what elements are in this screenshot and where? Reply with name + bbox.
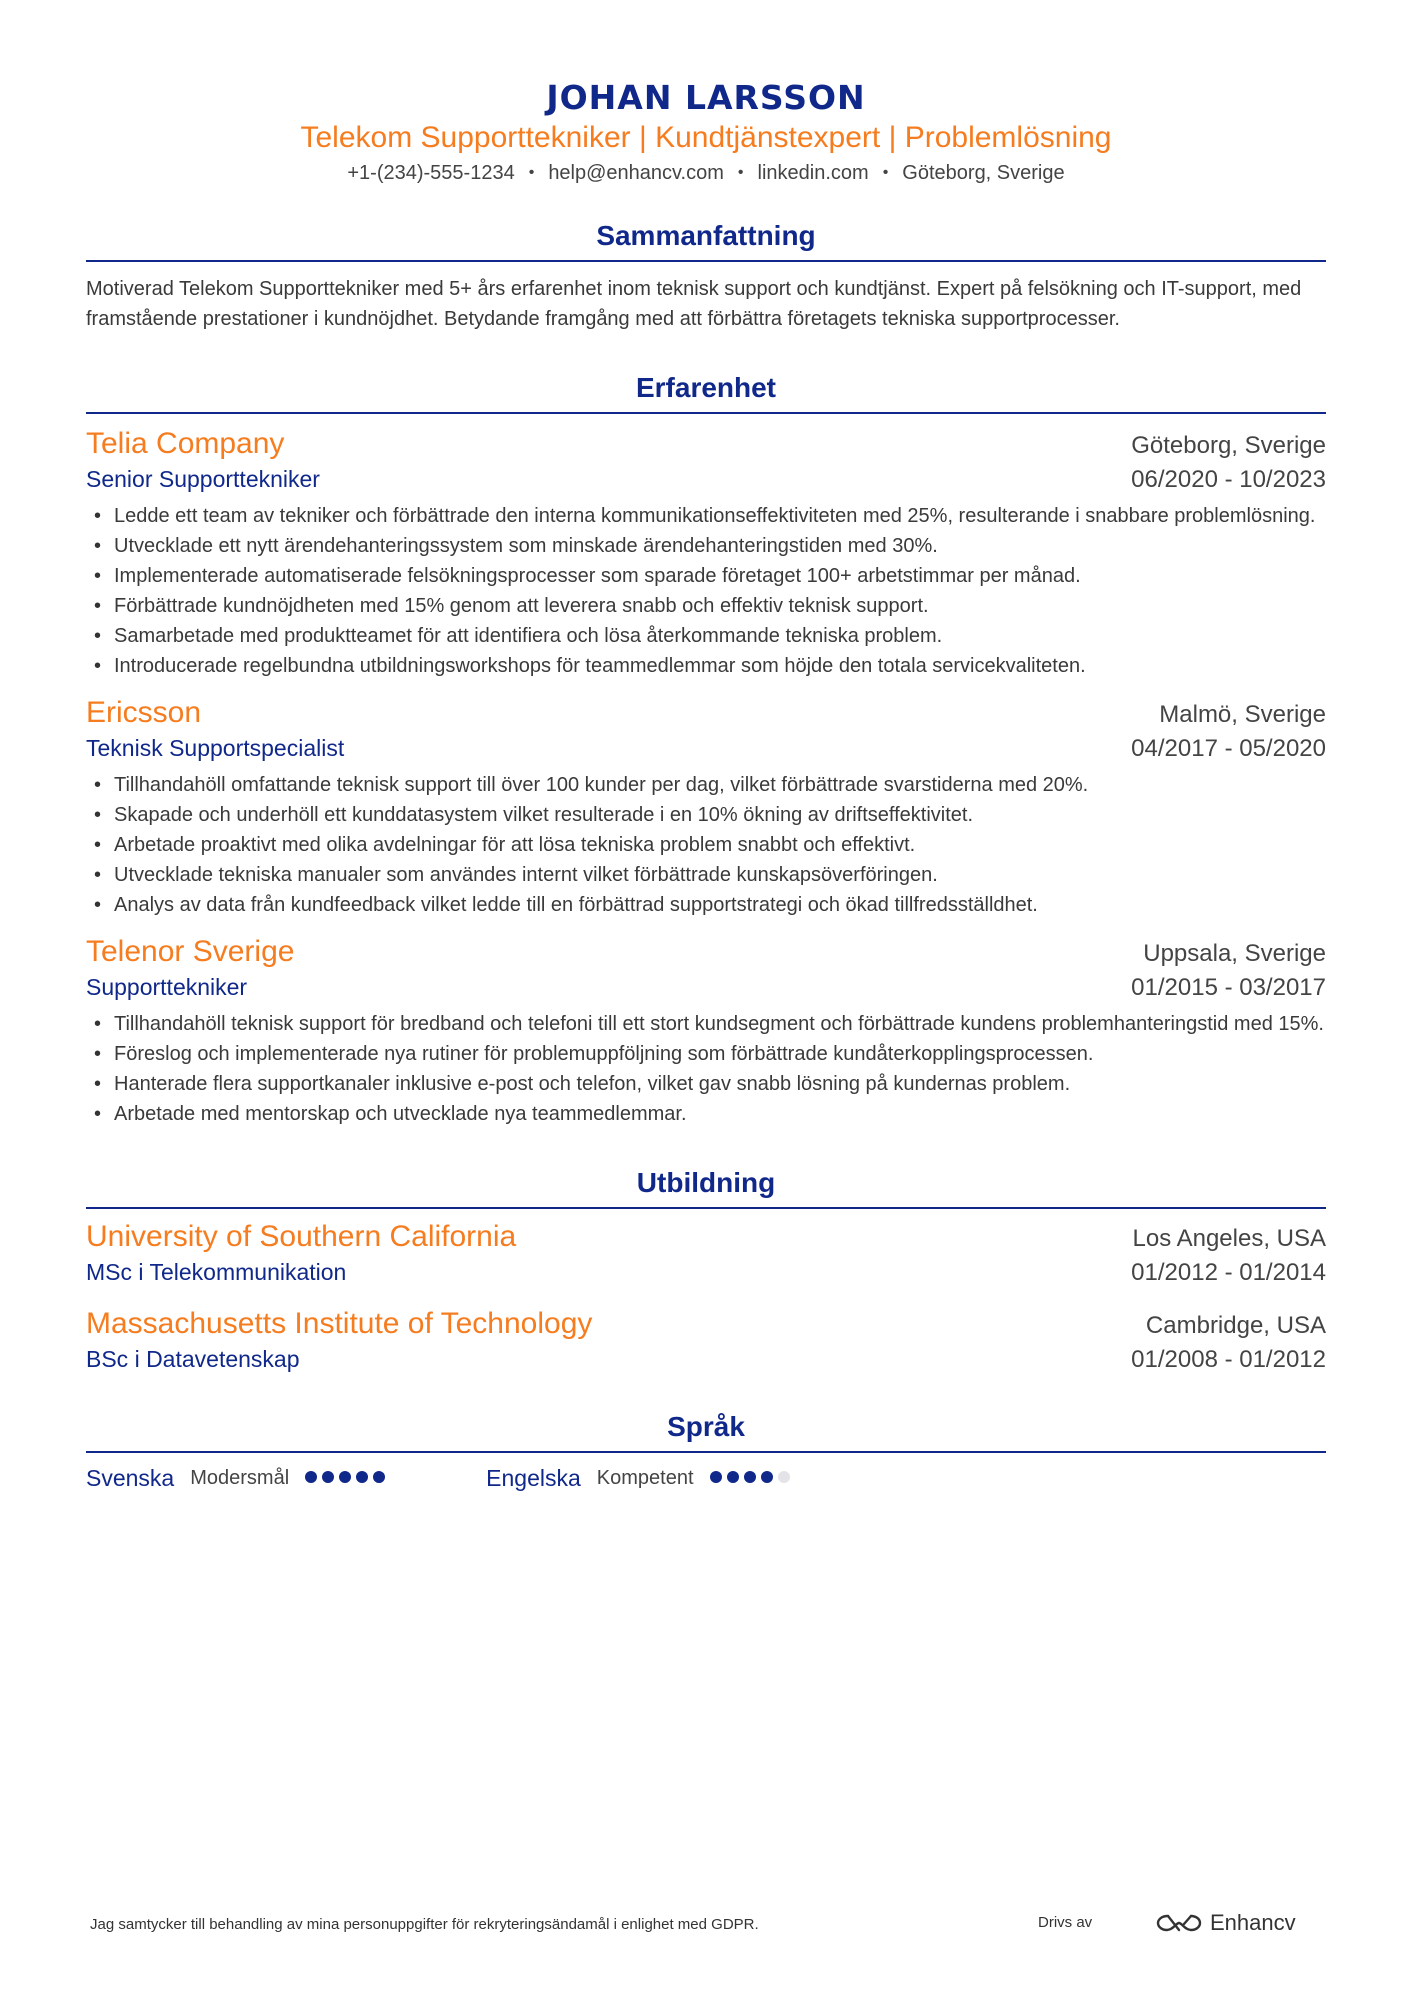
school-name: Massachusetts Institute of Technology: [86, 1307, 593, 1340]
bullet-separator: •: [737, 164, 744, 181]
language-level: Modersmål: [190, 1467, 290, 1489]
entry-header-row: [86, 426, 1326, 462]
language-list: [86, 1465, 1326, 1492]
rating-dot-filled: [744, 1471, 756, 1483]
rating-dot-filled: [322, 1471, 334, 1483]
degree-name: MSc i Telekommunikation: [86, 1259, 347, 1285]
experience-section: [86, 368, 1326, 1129]
job-dates: 01/2015 - 03/2017: [1131, 974, 1326, 1001]
company-name: Ericsson: [86, 696, 202, 729]
rating-dot-filled: [339, 1471, 351, 1483]
entry-header-row: [86, 934, 1326, 970]
achievement-item: • Förbättrade kundnöjdheten med 15% genom att leverera snabb och effektiv teknisk support.: [86, 591, 1326, 621]
rating-dot-empty: [778, 1471, 790, 1483]
achievement-item: • Hanterade flera supportkanaler inklusive e-post och telefon, vilket gav snabb lösning på kundernas problem.: [86, 1069, 1326, 1099]
achievement-list: [86, 770, 1326, 920]
contact-phone: +1-(234)-555-1234: [347, 162, 515, 184]
achievement-item: • Analys av data från kundfeedback vilket ledde till en förbättrad supportstrategi och ökad tillfredsställdhet.: [86, 890, 1326, 920]
achievement-item: • Tillhandahöll omfattande teknisk support till över 100 kunder per dag, vilket förbättrade svarstiderna med 20%.: [86, 770, 1326, 800]
rating-dot-filled: [710, 1471, 722, 1483]
education-dates: 01/2008 - 01/2012: [1131, 1346, 1326, 1373]
achievement-item: • Utvecklade tekniska manualer som användes internt vilket förbättrade kunskapsöverföringen.: [86, 860, 1326, 890]
contact-location: Göteborg, Sverige: [902, 162, 1065, 184]
gdpr-consent: Jag samtycker till behandling av mina personuppgifter för rekryteringsändamål i enlighet med GDPR.: [90, 1916, 759, 1933]
job-location: Göteborg, Sverige: [1131, 432, 1326, 459]
bullet-separator: •: [882, 164, 889, 181]
experience-entry: [86, 934, 1326, 1129]
rating-dot-filled: [305, 1471, 317, 1483]
candidate-headline: Telekom Supporttekniker | Kundtjänstexpert | Problemlösning: [300, 121, 1112, 154]
experience-list: [86, 426, 1326, 1129]
entry-subheader-row: [86, 1342, 1326, 1377]
enhancv-logo[interactable]: [1156, 1910, 1296, 1936]
job-title: Teknisk Supportspecialist: [86, 735, 345, 761]
degree-name: BSc i Datavetenskap: [86, 1346, 300, 1372]
section-title: Sammanfattning: [86, 216, 1326, 262]
brand-name: Enhancv: [1210, 1910, 1296, 1935]
proficiency-rating: [305, 1470, 390, 1488]
entry-header-row: [86, 1306, 1326, 1342]
achievement-item: • Skapade och underhöll ett kunddatasystem vilket resulterade i en 10% ökning av driftseffektivitet.: [86, 800, 1326, 830]
rating-dot-filled: [373, 1471, 385, 1483]
education-list: [86, 1219, 1326, 1377]
powered-by-label: Drivs av: [1038, 1914, 1093, 1931]
rating-dot-filled: [356, 1471, 368, 1483]
achievement-item: • Arbetade med mentorskap och utvecklade nya teammedlemmar.: [86, 1099, 1326, 1129]
contact-linkedin: linkedin.com: [757, 162, 869, 184]
language-item: [486, 1465, 794, 1492]
company-name: Telia Company: [86, 427, 285, 460]
achievement-item: • Arbetade proaktivt med olika avdelningar för att lösa tekniska problem snabbt och effektivt.: [86, 830, 1326, 860]
job-title: Supporttekniker: [86, 974, 248, 1000]
entry-subheader-row: [86, 970, 1326, 1005]
education-entry: [86, 1306, 1326, 1377]
achievement-list: [86, 1009, 1326, 1129]
job-location: Malmö, Sverige: [1159, 701, 1326, 728]
candidate-name: JOHAN LARSSON: [546, 78, 866, 117]
contact-line: [86, 158, 1326, 188]
entry-header-row: [86, 1219, 1326, 1255]
summary-text: Motiverad Telekom Supporttekniker med 5+ års erfarenhet inom teknisk support och kundtjänst. Expert på felsökning och IT-support, med framstående prestationer i kundnöjdhet. Betydande framgång med att förbättra företagets tekniska supportprocesser.: [86, 278, 1302, 330]
education-section: [86, 1163, 1326, 1377]
achievement-item: • Utvecklade ett nytt ärendehanteringssystem som minskade ärendehanteringstiden med 30%.: [86, 531, 1326, 561]
entry-subheader-row: [86, 731, 1326, 766]
proficiency-rating: [710, 1470, 795, 1488]
language-level: Kompetent: [596, 1467, 694, 1489]
language-item: [86, 1465, 390, 1492]
achievement-item: • Ledde ett team av tekniker och förbättrade den interna kommunikationseffektiviteten med 25%, resulterande i snabbare problemlösning.: [86, 501, 1326, 531]
resume-header: [86, 0, 1326, 188]
company-name: Telenor Sverige: [86, 935, 295, 968]
resume-page: [86, 0, 1326, 1995]
entry-header-row: [86, 695, 1326, 731]
section-title: Utbildning: [86, 1163, 1326, 1209]
experience-entry: [86, 426, 1326, 681]
achievement-item: • Samarbetade med produktteamet för att identifiera och lösa återkommande tekniska problem.: [86, 621, 1326, 651]
section-title: Språk: [86, 1407, 1326, 1453]
entry-subheader-row: [86, 462, 1326, 497]
contact-email: help@enhancv.com: [548, 162, 724, 184]
achievement-item: • Tillhandahöll teknisk support för bredband och telefoni till ett stort kundsegment och förbättrade kundens problemhanteringstid med 15%.: [86, 1009, 1326, 1039]
entry-subheader-row: [86, 1255, 1326, 1290]
experience-entry: [86, 695, 1326, 920]
school-name: University of Southern California: [86, 1220, 517, 1253]
language-name: Engelska: [486, 1465, 581, 1491]
section-title: Erfarenhet: [86, 368, 1326, 414]
education-entry: [86, 1219, 1326, 1290]
infinity-logo-icon: [1156, 1912, 1202, 1934]
rating-dot-filled: [761, 1471, 773, 1483]
bullet-separator: •: [528, 164, 535, 181]
job-dates: 04/2017 - 05/2020: [1131, 735, 1326, 762]
school-location: Cambridge, USA: [1145, 1312, 1326, 1339]
achievement-item: • Implementerade automatiserade felsökningsprocesser som sparade företaget 100+ arbetstimmar per månad.: [86, 561, 1326, 591]
language-name: Svenska: [86, 1465, 175, 1491]
achievement-list: [86, 501, 1326, 681]
school-location: Los Angeles, USA: [1132, 1225, 1326, 1252]
footer: [90, 1910, 1320, 1940]
job-location: Uppsala, Sverige: [1143, 940, 1326, 967]
job-dates: 06/2020 - 10/2023: [1131, 466, 1326, 493]
summary-section: [86, 216, 1326, 334]
education-dates: 01/2012 - 01/2014: [1131, 1259, 1326, 1286]
achievement-item: • Föreslog och implementerade nya rutiner för problemuppföljning som förbättrade kundåterkopplingsprocessen.: [86, 1039, 1326, 1069]
rating-dot-filled: [727, 1471, 739, 1483]
job-title: Senior Supporttekniker: [86, 466, 320, 492]
languages-section: [86, 1407, 1326, 1492]
achievement-item: • Introducerade regelbundna utbildningsworkshops för teammedlemmar som höjde den totala servicekvaliteten.: [86, 651, 1326, 681]
